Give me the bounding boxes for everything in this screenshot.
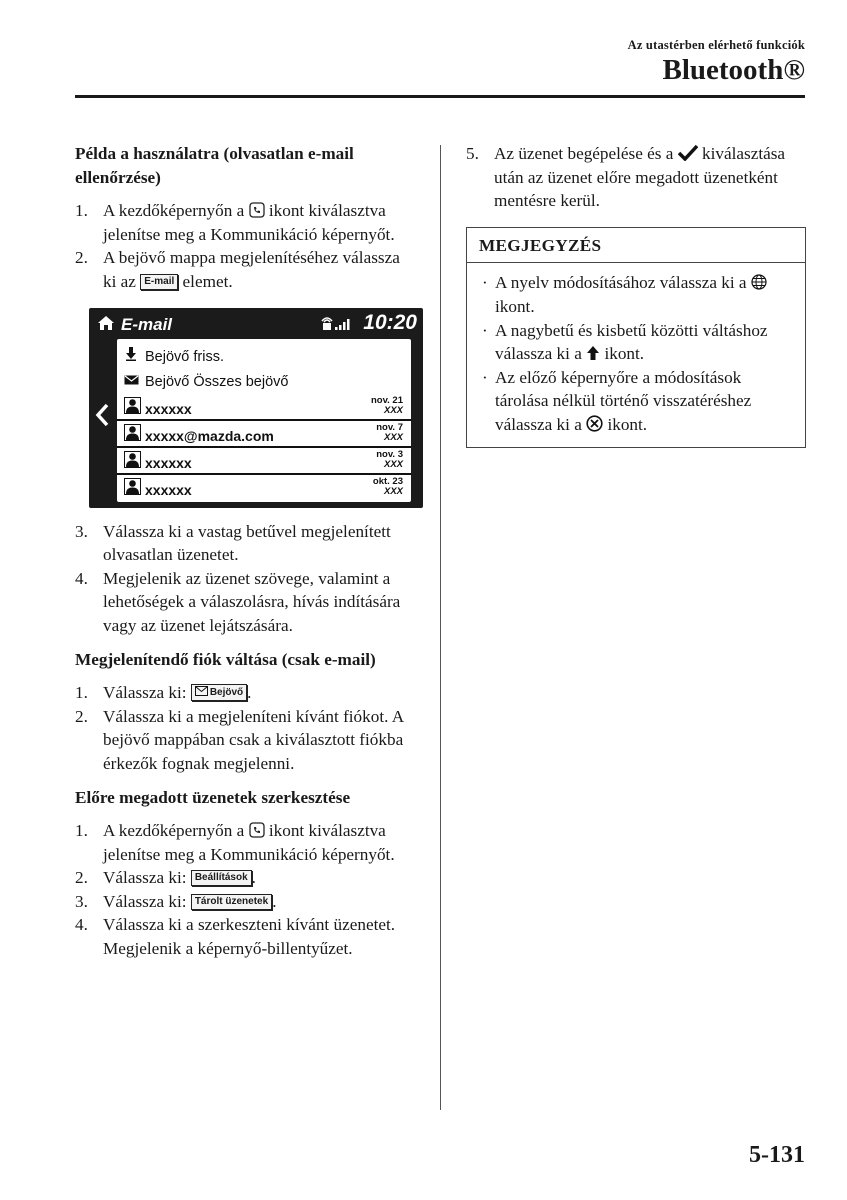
note-text: Az előző képernyőre a módosítások tárolása nélkül történő visszatéréshez válassza ki a [495,367,752,434]
message-sender: xxxxxx [145,454,192,471]
step-text: . [272,891,277,911]
inbox-refresh-row[interactable] [117,342,411,367]
step-number: 5. [466,144,479,163]
contact-person-icon [124,424,141,441]
column-divider [440,145,441,1110]
message-year: XXX [383,485,403,497]
email-screen-illustration [89,308,423,508]
step-text: Válassza ki a megjeleníteni kívánt fiókot. A bejövő mappában csak a kiválasztott fiókba érkezők fognak megjelenni. [103,706,404,773]
note-box [466,227,806,448]
running-header-title: Bluetooth® [662,54,805,86]
message-year: XXX [383,431,403,443]
list-item [481,271,793,318]
bullet: · [482,320,488,340]
message-day: okt. 23 [372,475,403,487]
communication-icon [249,822,265,838]
list-item [75,866,415,890]
inbox-all-label: Bejövő Összes bejövő [145,373,289,390]
stored-messages-button-label: Tárolt üzenetek [191,894,272,910]
running-header-subtitle: Az utastérben elérhető funkciók [627,38,805,52]
list-item [466,142,806,213]
globe-icon [751,274,767,290]
example-steps [75,199,415,293]
inbox-list [117,339,411,502]
list-item [75,520,415,567]
list-item [75,705,415,776]
screen-title: E-mail [121,314,173,334]
list-item [75,199,415,246]
message-row[interactable] [117,475,411,500]
right-column [466,142,806,448]
page-number: 5-131 [749,1142,805,1168]
home-icon [97,315,115,331]
step-number: 1. [75,821,88,841]
message-date [376,423,403,443]
inbox-button-label [191,684,247,701]
step-text: A kezdőképernyőn a [103,821,249,841]
preset-steps [75,819,415,961]
message-day: nov. 7 [376,421,403,433]
step-text: Válassza ki: [103,868,191,888]
left-column [75,142,415,971]
note-text: A nagybetű és kisbetű közötti váltáshoz válassza ki a [495,320,768,364]
section-heading-example: Példa a használatra (olvasatlan e-mail ellenőrzése) [75,144,354,187]
step-text: elemet. [178,271,233,291]
list-item [75,567,415,638]
list-item [481,319,793,366]
example-steps-continued [75,520,415,638]
section-heading-account: Megjelenítendő fiók váltása (csak e-mail) [75,649,376,669]
list-item [75,913,415,960]
message-day: nov. 3 [376,448,403,460]
list-item [75,681,415,705]
section-heading-preset-messages: Előre megadott üzenetek szerkesztése [75,787,351,807]
inbox-all-row[interactable] [117,367,411,392]
message-row[interactable] [117,448,411,475]
step-text: Az üzenet begépelése és a [494,144,678,163]
message-date [376,450,403,470]
message-sender: xxxxxx [145,481,192,498]
message-year: XXX [383,404,403,416]
message-date [371,396,403,416]
communication-icon [249,202,265,218]
header-rule [75,95,805,98]
list-item [75,890,415,914]
note-text: ikont. [603,414,648,434]
preset-steps-continued [466,142,806,213]
bullet: · [482,273,488,293]
step-text: . [251,868,256,888]
account-steps [75,681,415,775]
list-item [481,366,793,437]
screen-clock: 10:20 [363,310,417,334]
envelope-icon [195,686,208,696]
step-number: 2. [75,868,88,888]
envelope-icon [124,374,139,386]
bullet: · [482,367,488,387]
step-number: 2. [75,248,88,268]
checkmark-icon [678,144,698,161]
step-number: 2. [75,706,88,726]
step-text: . [247,683,252,703]
list-item [75,819,415,866]
cancel-x-icon [586,415,603,432]
step-text: A kezdőképernyőn a [103,201,249,221]
step-text: ikont kiválasztva jelenítse meg a Kommunikáció képernyőt. [103,821,395,864]
note-text: ikont. [495,296,535,316]
step-text: Válassza ki a vastag betűvel megjelenített olvasatlan üzenetet. [103,521,391,565]
note-heading: MEGJEGYZÉS [467,228,805,264]
step-text: Válassza ki a szerkeszteni kívánt üzenetet. Megjelenik a képernyő-billentyűzet. [103,915,396,959]
connection-signal-icon [321,315,351,331]
inbox-refresh-label: Bejövő friss. [145,348,224,365]
step-text: Megjelenik az üzenet szövege, valamint a lehetőségek a válaszolásra, hívás indítására vagy az üzenet lejátszására. [103,568,401,635]
note-text: ikont. [600,344,645,364]
step-number: 4. [75,568,88,588]
email-button-label: E-mail [140,274,178,290]
back-chevron-icon[interactable] [95,403,109,427]
step-text: ikont kiválasztva jelenítse meg a Kommunikáció képernyőt. [103,201,395,244]
shift-arrow-icon [586,345,600,361]
step-number: 1. [75,201,88,221]
note-list [467,263,805,446]
note-text: A nyelv módosításához válassza ki a [495,273,751,293]
message-date [373,477,403,497]
message-day: nov. 21 [370,394,403,406]
step-number: 4. [75,915,88,935]
step-number: 3. [75,521,88,541]
step-text: Válassza ki: [103,891,191,911]
message-sender: xxxxxx [145,400,192,417]
message-year: XXX [383,458,403,470]
step-number: 1. [75,683,88,703]
step-number: 3. [75,891,88,911]
step-text: A bejövő mappa megjelenítéséhez válassza ki az [103,248,400,291]
message-row[interactable] [117,394,411,421]
contact-person-icon [124,478,141,495]
screen-status-bar [89,308,423,338]
step-text: Válassza ki: [103,683,191,703]
message-row[interactable] [117,421,411,448]
settings-button-label: Beállítások [191,870,252,886]
message-sender: xxxxx@mazda.com [145,427,274,444]
contact-person-icon [124,397,141,414]
inbox-button-text: Bejövő [209,687,244,699]
list-item [75,246,415,293]
step-text: kiválasztása után az üzenet előre megadott üzenetként mentésre kerül. [494,144,786,211]
contact-person-icon [124,451,141,468]
download-arrow-icon [124,347,138,361]
